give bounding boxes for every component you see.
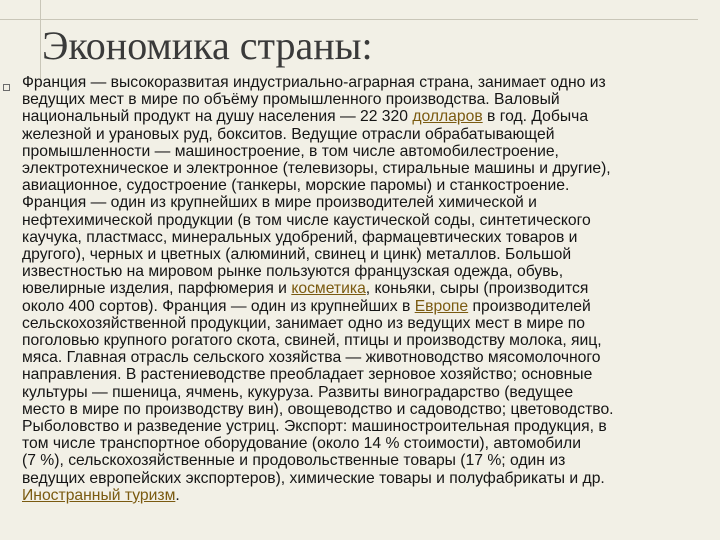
text-segment: ювелирные изделия, парфюмерия и xyxy=(22,280,292,298)
text-line: поголовью крупного рогатого скота, свиней, птицы и производству молока, яиц, xyxy=(22,332,602,350)
text-line xyxy=(22,280,714,297)
text-line: нефтехимической продукции (в том числе каустической соды, синтетического xyxy=(22,211,591,229)
text-line xyxy=(22,108,714,125)
text-line: промышленности — машиностроение, в том числе автомобилестроение, xyxy=(22,142,559,160)
square-bullet-icon xyxy=(3,84,10,91)
text-line: авиационное, судостроение (танкеры, морские паромы) и станкостроение. xyxy=(22,177,570,195)
text-line xyxy=(22,487,714,504)
text-line: железной и урановых руд, бокситов. Ведущие отрасли обрабатывающей xyxy=(22,125,555,143)
text-line: (7 %), сельскохозяйственные и продовольственные товары (17 %; один из xyxy=(22,452,566,470)
text-line: Рыболовство и разведение устриц. Экспорт: машиностроительная продукция, в xyxy=(22,418,607,436)
text-segment: . xyxy=(175,486,180,504)
text-segment: , коньяки, сыры (производится xyxy=(365,280,589,298)
text-line: том числе транспортное оборудование (около 14 % стоимости), автомобили xyxy=(22,435,581,453)
text-line: электротехническое и электронное (телевизоры, стиральные машины и другие), xyxy=(22,160,611,178)
body-paragraph xyxy=(22,74,714,504)
text-line: место в мире по производству вин), овощеводство и садоводство; цветоводство. xyxy=(22,400,614,418)
link-europe[interactable]: Европе xyxy=(414,297,469,315)
text-line: мяса. Главная отрасль сельского хозяйства — животноводство мясомолочного xyxy=(22,349,601,367)
text-segment: около 400 сортов). Франция — один из крупнейших в xyxy=(22,297,415,315)
text-line: другого), черных и цветных (алюминий, свинец и цинк) металлов. Большой xyxy=(22,246,572,264)
link-dollars[interactable]: долларов xyxy=(412,108,483,126)
text-line: каучука, пластмасс, минеральных удобрений, фармацевтических товаров и xyxy=(22,228,578,246)
top-rule xyxy=(0,19,698,20)
link-cosmetics[interactable]: косметика xyxy=(291,280,366,298)
slide-title: Экономика страны: xyxy=(42,23,373,68)
text-line: культуры — пшеница, ячмень, кукуруза. Развиты виноградарство (ведущее xyxy=(22,383,574,401)
link-foreign-tourism[interactable]: Иностранный туризм xyxy=(22,486,176,504)
text-line: известностью на мировом рынке пользуются французская одежда, обувь, xyxy=(22,263,564,281)
text-line: сельскохозяйственной продукции, занимает одно из ведущих мест в мире по xyxy=(22,314,586,332)
text-segment: национальный продукт на душу населения — 22 320 xyxy=(22,108,413,126)
text-segment: производителей xyxy=(468,297,591,315)
left-vertical-rule xyxy=(40,0,41,80)
text-line: Франция — один из крупнейших в мире производителей химической и xyxy=(22,194,537,212)
text-line: Франция — высокоразвитая индустриально-аграрная страна, занимает одно из xyxy=(22,74,606,91)
text-line: направления. В растениеводстве преобладает зерновое хозяйство; основные xyxy=(22,366,593,384)
text-segment: в год. Добыча xyxy=(482,108,589,126)
text-line: ведущих мест в мире по объёму промышленного производства. Валовый xyxy=(22,91,560,109)
text-line: ведущих европейских экспортеров), химические товары и полуфабрикаты и др. xyxy=(22,469,605,487)
text-line xyxy=(22,298,714,315)
